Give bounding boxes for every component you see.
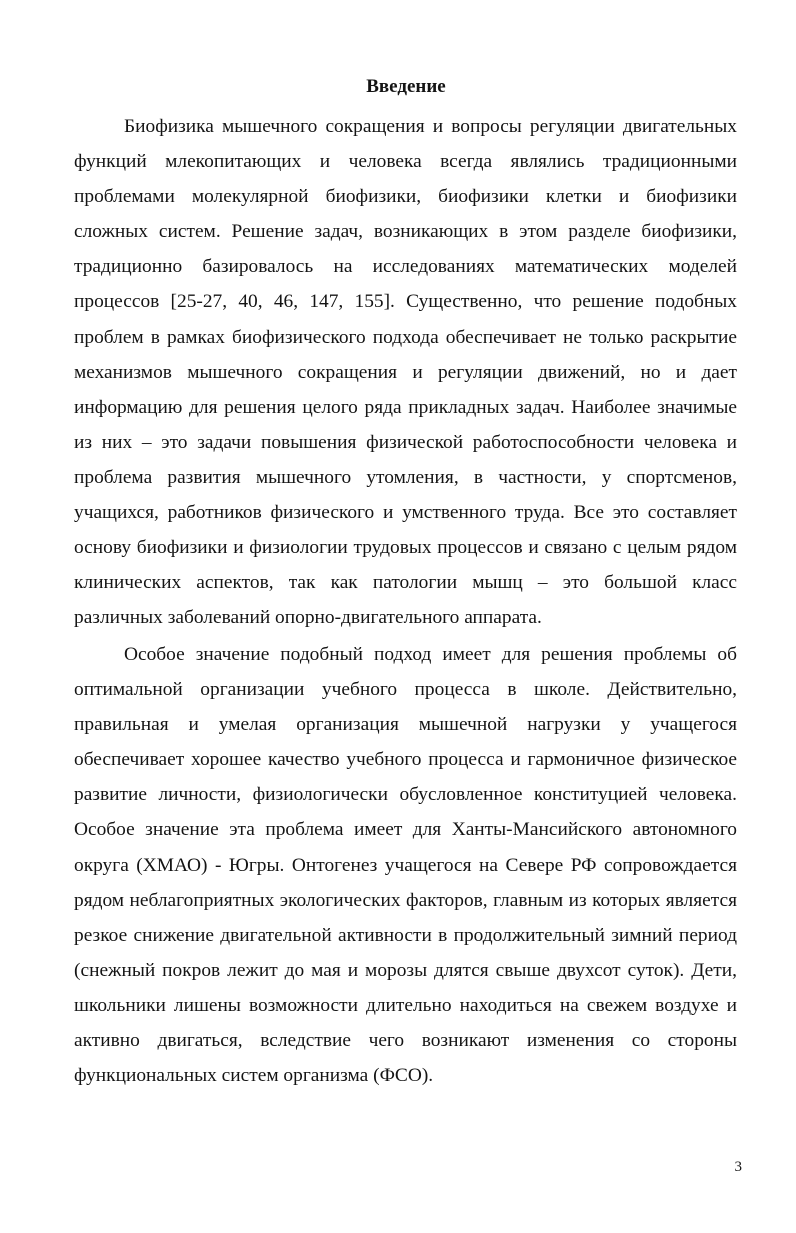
section-heading: Введение bbox=[366, 76, 446, 97]
body-paragraph-2: Особое значение подобный подход имеет для решения проблемы об оптимальной организации учебного процесса в школе. Действительно, правильная и умелая организация мышечной нагрузки у учащегося обеспечивает хорошее качество учебного процесса и гармоничное физическое развитие личности, физиологически обусловленное конституцией человека. Особое значение эта проблема имеет для Ханты-Мансийского автономного округа (ХМАО) - Югры. Онтогенез учащегося на Севере РФ сопровождается рядом неблагоприятных экологических факторов, главным из которых является резкое снижение двигательной активности в продолжительный зимний период (снежный покров лежит до мая и морозы длятся свыше двухсот суток). Дети, школьники лишены возможности длительно находиться на свежем воздухе и активно двигаться, вследствие чего возникают изменения со стороны функциональных систем организма (ФСО). bbox=[74, 644, 737, 1087]
page-number: 3 bbox=[734, 1159, 742, 1175]
body-paragraph-1: Биофизика мышечного сокращения и вопросы регуляции двигательных функций млекопитающих и человека всегда являлись традиционными проблемами молекулярной биофизики, биофизики клетки и биофизики сложных систем. Решение задач, возникающих в этом разделе биофизики, традиционно базировалось на исследованиях математических моделей процессов [25-27, 40, 46, 147, 155]. Существенно, что решение подобных проблем в рамках биофизического подхода обеспечивает не только раскрытие механизмов мышечного сокращения и регуляции движений, но и дает информацию для решения целого ряда прикладных задач. Наиболее значимые из них – это задачи повышения физической работоспособности человека и проблема развития мышечного утомления, в частности, у спортсменов, учащихся, работников физического и умственного труда. Все это составляет основу биофизики и физиологии трудовых процессов и связано с целым рядом клинических аспектов, так как патологии мышц – это большой класс различных заболеваний опорно-двигательного аппарата. bbox=[74, 116, 737, 629]
